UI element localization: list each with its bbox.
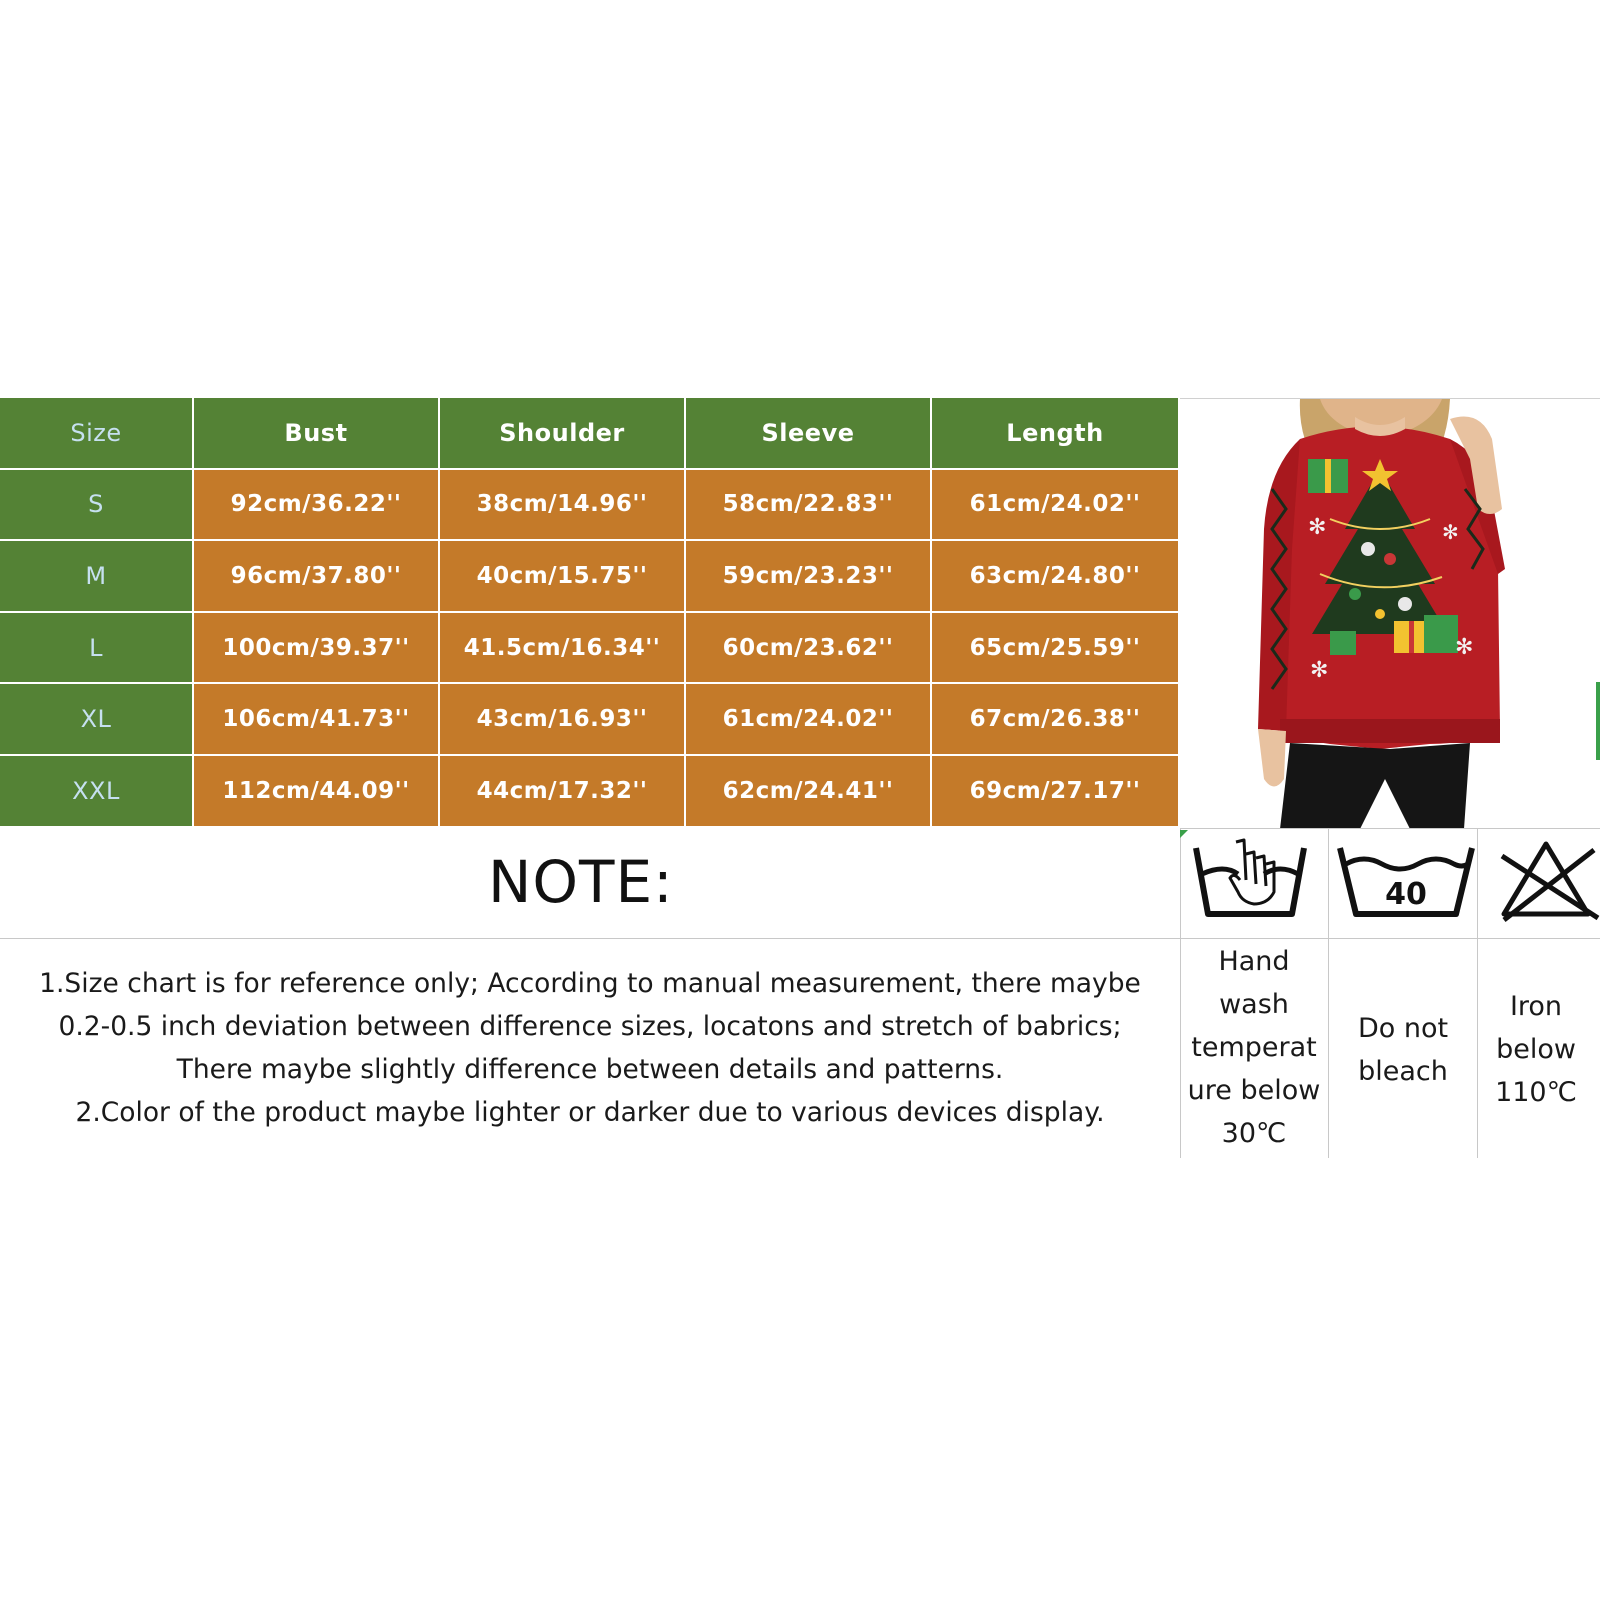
header-bust: Bust [194,398,440,470]
cell-bust: 92cm/36.22'' [194,470,440,542]
svg-text:✻: ✻ [1442,520,1459,544]
size-label-xxl: XXL [0,756,194,828]
note-title: NOTE: [488,848,674,916]
svg-text:✻: ✻ [1455,635,1474,660]
edge-marker [1596,682,1600,760]
care-label-hand-wash [1180,940,1328,1155]
care-label-do-not-bleach [1329,1007,1477,1093]
divider [1328,828,1329,1158]
cell-length: 69cm/27.17'' [932,756,1180,828]
care-line: wash [1219,989,1289,1020]
wash-temperature: 40 [1385,877,1427,912]
svg-text:✻: ✻ [1310,658,1329,683]
cell-bust: 106cm/41.73'' [194,684,440,756]
divider [1180,828,1600,829]
care-line: Iron [1509,991,1563,1022]
header-size: Size [0,398,194,470]
christmas-sweater-illustration [1180,399,1600,829]
cell-sleeve: 59cm/23.23'' [686,541,932,613]
care-line: ure below [1187,1075,1321,1106]
care-line: Hand [1218,946,1290,977]
note-line: 0.2-0.5 inch deviation between difference sizes, locatons and stretch of babrics; [58,1011,1122,1042]
care-label-iron [1466,985,1600,1114]
cell-shoulder: 44cm/17.32'' [440,756,686,828]
note-line: 2.Color of the product maybe lighter or darker due to various devices display. [75,1097,1105,1128]
cell-length: 65cm/25.59'' [932,613,1180,685]
size-chart-table [0,398,1180,828]
size-label-xl: XL [0,684,194,756]
hand-wash-icon [1188,834,1328,924]
cell-shoulder: 41.5cm/16.34'' [440,613,686,685]
care-line: bleach [1358,1056,1448,1087]
corner-tick [1180,830,1188,838]
cell-bust: 100cm/39.37'' [194,613,440,685]
care-line: 30℃ [1221,1118,1287,1149]
cell-shoulder: 40cm/15.75'' [440,541,686,613]
size-label-l: L [0,613,194,685]
cell-length: 61cm/24.02'' [932,470,1180,542]
no-bleach-icon [1498,834,1600,924]
cell-length: 67cm/26.38'' [932,684,1180,756]
note-line: There maybe slightly difference between details and patterns. [176,1054,1004,1085]
note-line: 1.Size chart is for reference only; According to manual measurement, there maybe [39,968,1141,999]
care-line: temperat [1191,1032,1317,1063]
cell-bust: 96cm/37.80'' [194,541,440,613]
size-label-s: S [0,470,194,542]
care-line: below [1496,1034,1576,1065]
cell-sleeve: 61cm/24.02'' [686,684,932,756]
header-shoulder: Shoulder [440,398,686,470]
care-line: 110℃ [1495,1077,1577,1108]
cell-shoulder: 38cm/14.96'' [440,470,686,542]
note-body [10,962,1170,1134]
wash-40-icon [1336,834,1476,924]
divider [0,938,1600,939]
cell-sleeve: 62cm/24.41'' [686,756,932,828]
cell-shoulder: 43cm/16.93'' [440,684,686,756]
size-label-m: M [0,541,194,613]
header-sleeve: Sleeve [686,398,932,470]
care-line: Do not [1357,1013,1449,1044]
cell-bust: 112cm/44.09'' [194,756,440,828]
cell-sleeve: 58cm/22.83'' [686,470,932,542]
cell-sleeve: 60cm/23.62'' [686,613,932,685]
cell-length: 63cm/24.80'' [932,541,1180,613]
svg-text:✻: ✻ [1308,515,1327,540]
product-photo [1180,398,1600,828]
header-length: Length [932,398,1180,470]
